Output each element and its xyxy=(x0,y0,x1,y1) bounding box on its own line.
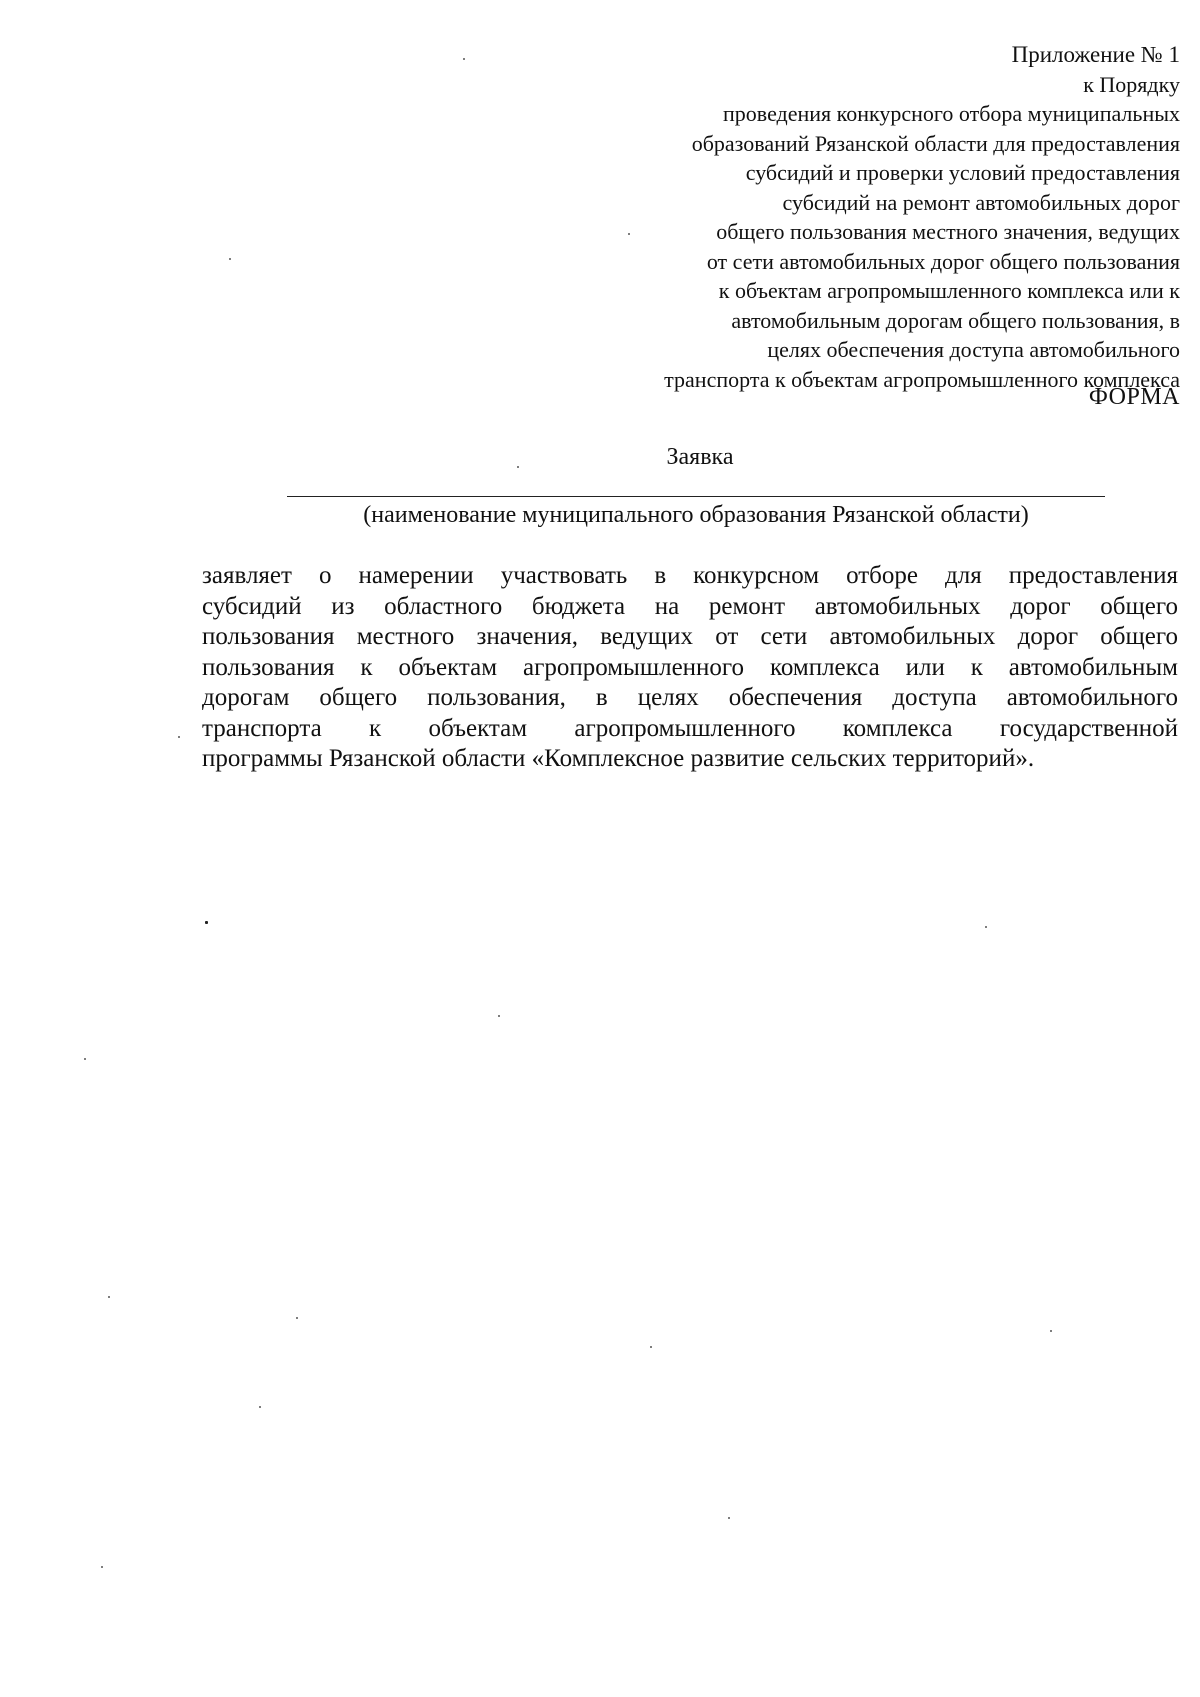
scan-speck xyxy=(650,1346,652,1348)
scan-speck xyxy=(259,1406,261,1408)
body-line: пользования местного значения, ведущих от сети автомобильных дорог общего xyxy=(202,623,1178,650)
body-line: программы Рязанской области «Комплексное развитие сельских территорий». xyxy=(202,745,1035,772)
appendix-header-line: общего пользования местного значения, ведущих xyxy=(716,219,1180,244)
scan-speck xyxy=(498,1015,500,1017)
appendix-header xyxy=(560,40,1180,394)
appendix-header-line: образований Рязанской области для предоставления xyxy=(691,130,1180,156)
body-line: дорогам общего пользования, в целях обеспечения доступа автомобильного xyxy=(202,684,1178,711)
appendix-number: Приложение № 1 xyxy=(1011,42,1180,67)
body-line: пользования к объектам агропромышленного комплекса или к автомобильным xyxy=(202,653,1178,681)
blank-caption: (наименование муниципального образования Рязанской области) xyxy=(363,502,1029,528)
document-title: Заявка xyxy=(666,444,734,470)
scan-speck xyxy=(628,233,630,235)
fill-in-blank-line xyxy=(287,496,1105,497)
body-line: субсидий из областного бюджета на ремонт автомобильных дорог общего xyxy=(202,592,1178,620)
scan-speck xyxy=(84,1058,86,1060)
appendix-header-line: от сети автомобильных дорог общего пользования xyxy=(706,248,1180,274)
scan-speck xyxy=(463,58,465,60)
scan-speck xyxy=(101,1566,103,1568)
scan-speck xyxy=(296,1317,298,1319)
application-body xyxy=(202,561,1178,775)
scan-speck xyxy=(178,736,180,738)
appendix-header-line: целях обеспечения доступа автомобильного xyxy=(767,337,1180,362)
scan-speck xyxy=(229,258,231,260)
appendix-header-line: проведения конкурсного отбора муниципальных xyxy=(723,101,1180,126)
body-line: заявляет о намерении участвовать в конкурсном отборе для предоставления xyxy=(202,562,1178,589)
scan-speck xyxy=(108,1296,110,1298)
appendix-header-line: автомобильным дорогам общего пользования, в xyxy=(731,307,1180,333)
body-line: транспорта к объектам агропромышленного комплекса государственной xyxy=(202,714,1178,742)
appendix-header-line: транспорта к объектам агропромышленного комплекса xyxy=(664,366,1180,392)
scan-speck xyxy=(517,466,519,468)
appendix-header-line: субсидий на ремонт автомобильных дорог xyxy=(782,189,1180,215)
scan-speck xyxy=(205,921,208,924)
scan-speck xyxy=(728,1517,730,1519)
appendix-header-line: субсидий и проверки условий предоставления xyxy=(745,160,1180,185)
form-label: ФОРМА xyxy=(1088,384,1180,410)
appendix-header-line: к Порядку xyxy=(1083,71,1180,97)
scan-speck xyxy=(1050,1330,1052,1332)
scan-speck xyxy=(985,926,987,928)
appendix-header-line: к объектам агропромышленного комплекса или к xyxy=(718,278,1180,303)
